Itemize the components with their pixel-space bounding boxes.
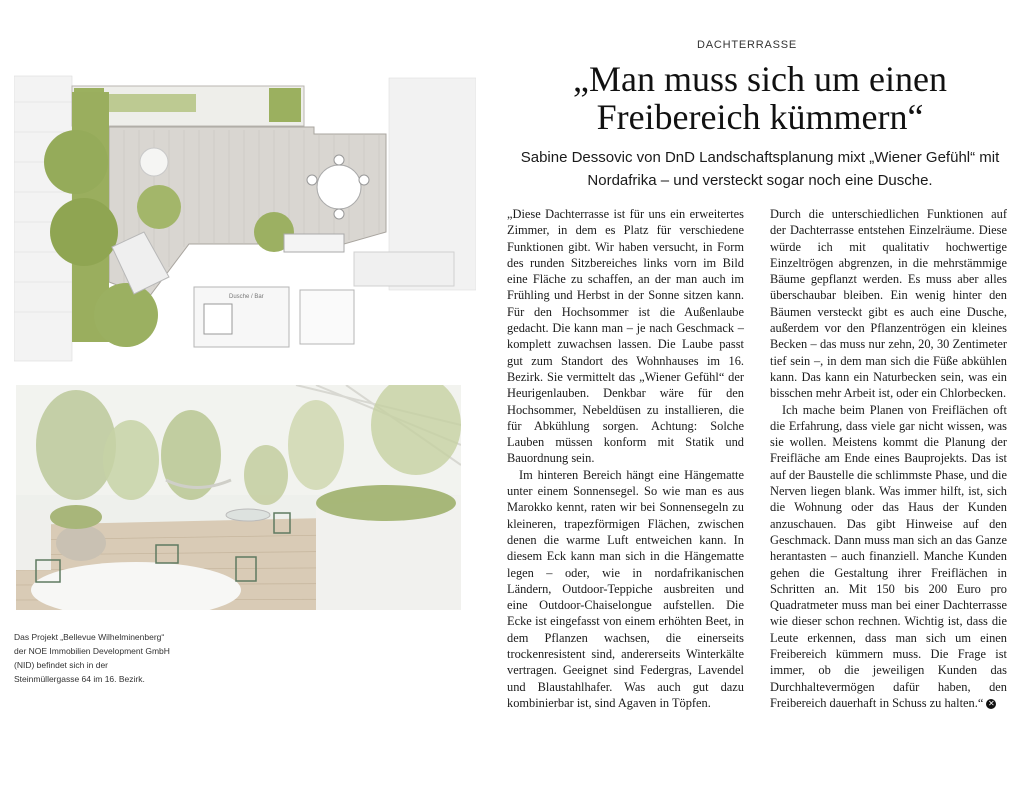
end-mark-icon: ✕ — [987, 699, 995, 709]
author-name: Sabine Dessovic — [520, 149, 633, 166]
paragraph: „Diese Dachterrasse ist für uns ein erweitertes Zimmer, in dem es Platz für verschiedene Funktionen gibt. Wir haben versucht, in Form des runden Sitzbereiches links vorn im Bild eine Fläche zu schaffen, an der man auch im Frühling und Herbst in der Sonne sitzen kann. Für den Hochsommer ist die Außenlaube gedacht. Die kann man – je nach Geschmack – komplett zuwachsen lassen. Die Laube passt gut zum Standort des Wohnhauses im 16. Bezirk. Sie vermittelt das „Wiener Gefühl“ der Heurigenlauben. Denkbar wäre für den Hochsommer, Nebeldüsen zu installieren, die für Abkühlung sorgen. Achtung: Solche Lauben müssen konform mit Statik und Bauordnung sein. — [507, 207, 744, 466]
body-column-2 — [770, 206, 1007, 711]
headline: „Man muss sich um einen Freibereich kümmern“ — [573, 59, 947, 137]
terrace-rendering — [16, 385, 461, 610]
image-caption: Das Projekt „Bellevue Wilhelminenberg“ der NOE Immobilien Development GmbH (NID) befindet sich in der Steinmüllergasse 64 im 16. Bezirk. — [14, 632, 170, 684]
subheadline — [500, 146, 1020, 192]
image-column — [0, 0, 490, 799]
paragraph-text: Ich mache beim Planen von Freiflächen oft die Erfahrung, dass viele gar nicht wissen, was sie wollen. Meistens kommt die Planung der Freifläche am Ende eines Bauprojekts. Das ist auf der Baustelle die schlimmste Phase, und die Nerven liegen blank. Was immer hilft, ist, sich die Wohnung oder das Haus der Kunden anzuschauen. Das gibt Hinweise auf den Geschmack. Dann muss man sich an das Ganze herantasten – auch finanziell. Manche Kunden gehen die Gestaltung ihrer Freiflächen in Schritten an. Mit 150 bis 200 Euro pro Quadratmeter muss man bei einer Dachterrasse wie dieser schon rechnen. Wichtig ist, dass die Leute erkennen, dass man sich um einen Freibereich kümmern muss. Die Frage ist immer, ob die jeweiligen Kunden das Durchhaltevermögen dafür haben, den Freibereich dauerhaft in Schuss zu halten.“ — [770, 402, 1007, 710]
body-column-1 — [507, 206, 744, 711]
section-label: DACHTERRASSE — [696, 39, 798, 51]
site-plan-drawing — [14, 72, 476, 364]
section-label-wrap — [0, 39, 1024, 51]
plan-label: Dusche / Bar — [229, 294, 264, 300]
paragraph: Durch die unterschiedlichen Funktionen auf der Dachterrasse entstehen Einzelräume. Diese würde ich mit qualitativ hochwertige Einzeltrögen abgrenzen, in die mehrstämmige Bäume gepflanzt werden. Es muss aber alles überschaubar bleiben. Ein wenig hinter den Bäumen versteckt gibt es auch eine Dusche, außerdem vor den Pflanzentrögen ein kleines Becken – das muss nur zehn, 20, 30 Zentimeter tief sein –, in dem man sich die Füße abkühlen kann. Das kann ein Naturbecken sein, was ein bisschen mehr Arbeit ist, oder ein Chlorbecken. — [770, 207, 1007, 401]
paragraph-last — [770, 402, 1007, 712]
subhead-text: von DnD Landschaftsplanung mixt „Wiener Gefühl“ mit Nordafrika – und versteckt sogar noch eine Dusche. — [587, 149, 1000, 189]
paragraph: Im hinteren Bereich hängt eine Hängematte unter einem Sonnensegel. So wie man es aus Marokko kennt, raten wir bei Sonnensegeln zu kleineren, trapezförmigen Flächen, zwischen denen die warme Luft entweichen kann. In diesem Eck kann man sich in die Hängematte legen – oder, wie in nordafrikanischen Ländern, Outdoor-Teppiche ausbreiten und eine Outdoor-Chaiselongue aufstellen. Die Ecke ist eingefasst von einem erhöhten Beet, in dem Pflanzen wachsen, die einerseits trockenresistent sind, andererseits Winterkälte vertragen. Geeignet sind Federgras, Lavendel und Blaustahlhafer. Was auch gut dazu kombinierbar ist, sind Agaven in Töpfen. — [507, 467, 744, 710]
